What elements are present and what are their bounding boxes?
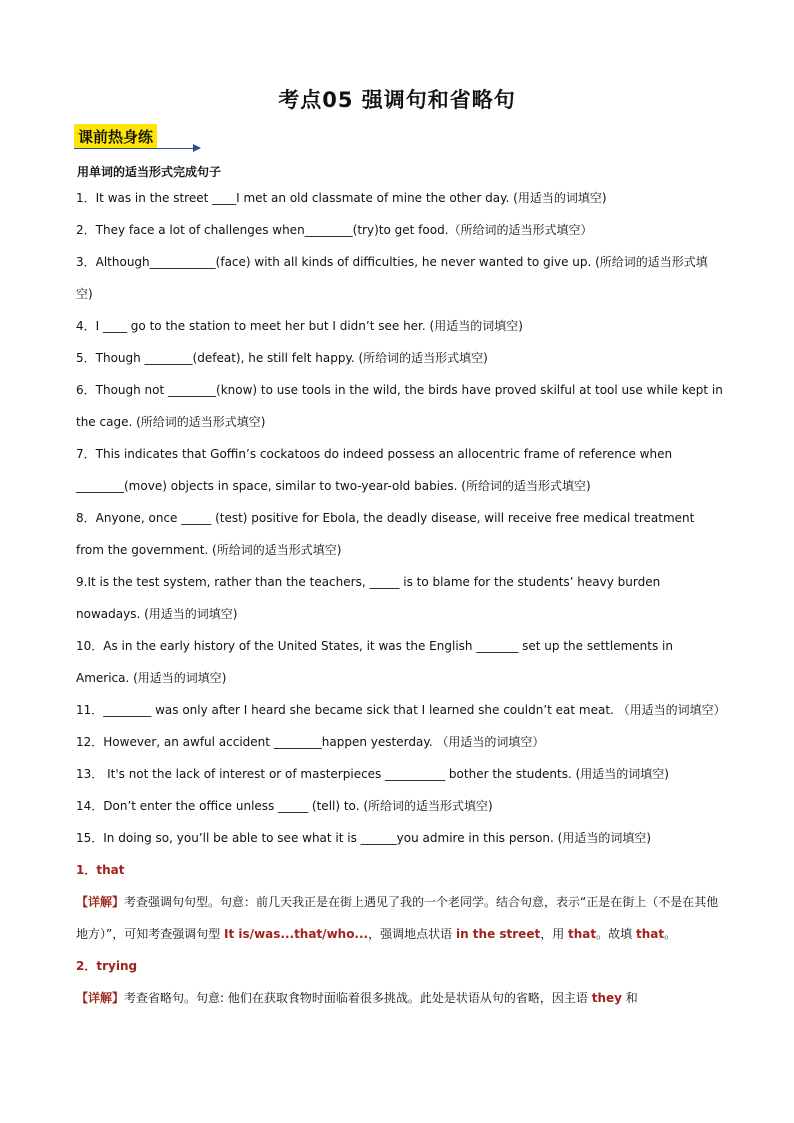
detail-highlight: that — [635, 927, 665, 941]
question-10: 10．As in the early history of the United States, it was the English _______ set up the settlements in America. (用适当的词填空) — [76, 639, 673, 685]
question-12: 12．However, an awful accident ________happen yesterday. （用适当的词填空） — [76, 735, 545, 749]
answer-2: 2．trying — [76, 959, 138, 973]
question-list — [76, 182, 724, 1014]
detail-text: 和 — [621, 991, 638, 1005]
answer-1-detail — [76, 886, 724, 950]
detail-highlight: in the street — [455, 927, 541, 941]
detail-highlight: they — [591, 991, 622, 1005]
question-15: 15．In doing so, you’ll be able to see what it is ______you admire in this person. (用适当的词填空) — [76, 831, 651, 845]
detail-text: 。 — [664, 927, 677, 941]
section-banner-label: 课前热身练 — [74, 124, 157, 149]
answer-1: 1．that — [76, 863, 125, 877]
detail-highlight: It is/was...that/who... — [224, 927, 369, 941]
instruction: 用单词的适当形式完成句子 — [77, 165, 222, 179]
detail-text: ，强调地点状语 — [368, 927, 456, 941]
page-title: 考点05 强调句和省略句 — [278, 88, 516, 112]
question-2: 2．They face a lot of challenges when________(try)to get food.（所给词的适当形式填空） — [76, 223, 593, 237]
question-3: 3．Although___________(face) with all kinds of difficulties, he never wanted to give up. (所给词的适当形式填空) — [76, 255, 708, 301]
question-14: 14．Don’t enter the office unless _____ (tell) to. (所给词的适当形式填空) — [76, 799, 493, 813]
detail-label: 【详解】 — [76, 991, 125, 1005]
question-6: 6．Though not ________(know) to use tools in the wild, the birds have proved skilful at tool use while kept in the cage. (所给词的适当形式填空) — [76, 383, 723, 429]
detail-highlight: that — [568, 927, 597, 941]
arrow-icon — [193, 144, 201, 152]
section-banner — [74, 124, 157, 149]
detail-text: ，用 — [540, 927, 569, 941]
question-4: 4．I ____ go to the station to meet her but I didn’t see her. (用适当的词填空) — [76, 319, 523, 333]
question-9: 9.It is the test system, rather than the teachers, _____ is to blame for the students’ heavy burden nowadays. (用适当的词填空) — [76, 575, 661, 621]
banner-underline — [74, 148, 196, 149]
answer-2-detail — [76, 982, 724, 1014]
question-7: 7．This indicates that Goffin’s cockatoos do indeed possess an allocentric frame of reference when ________(move) objects in space, similar to two-year-old babies. (所给词的适当形式填空) — [76, 447, 673, 493]
question-13: 13． It's not the lack of interest or of masterpieces __________ bother the students. (用适当的词填空) — [76, 767, 669, 781]
question-5: 5．Though ________(defeat), he still felt happy. (所给词的适当形式填空) — [76, 351, 488, 365]
detail-text: 考查强调句句型。句意：前几天我正是在街上遇见了我的一个老同学。结合句意，表示“正是在街上（不是在其他地方）”，可知考查强调句型 — [76, 895, 719, 941]
detail-text: 考查省略句。句意: 他们在获取食物时面临着很多挑战。此处是状语从句的省略，因主语 — [124, 991, 592, 1005]
detail-text: 。故填 — [596, 927, 636, 941]
question-8: 8．Anyone, once _____ (test) positive for Ebola, the deadly disease, will receive free medical treatment from the government. (所给词的适当形式填空) — [76, 511, 695, 557]
question-1: 1．It was in the street ____I met an old classmate of mine the other day. (用适当的词填空) — [76, 191, 607, 205]
detail-label: 【详解】 — [76, 895, 125, 909]
question-11: 11．________ was only after I heard she became sick that I learned she couldn’t eat meat. （用适当的词填空） — [76, 703, 726, 717]
